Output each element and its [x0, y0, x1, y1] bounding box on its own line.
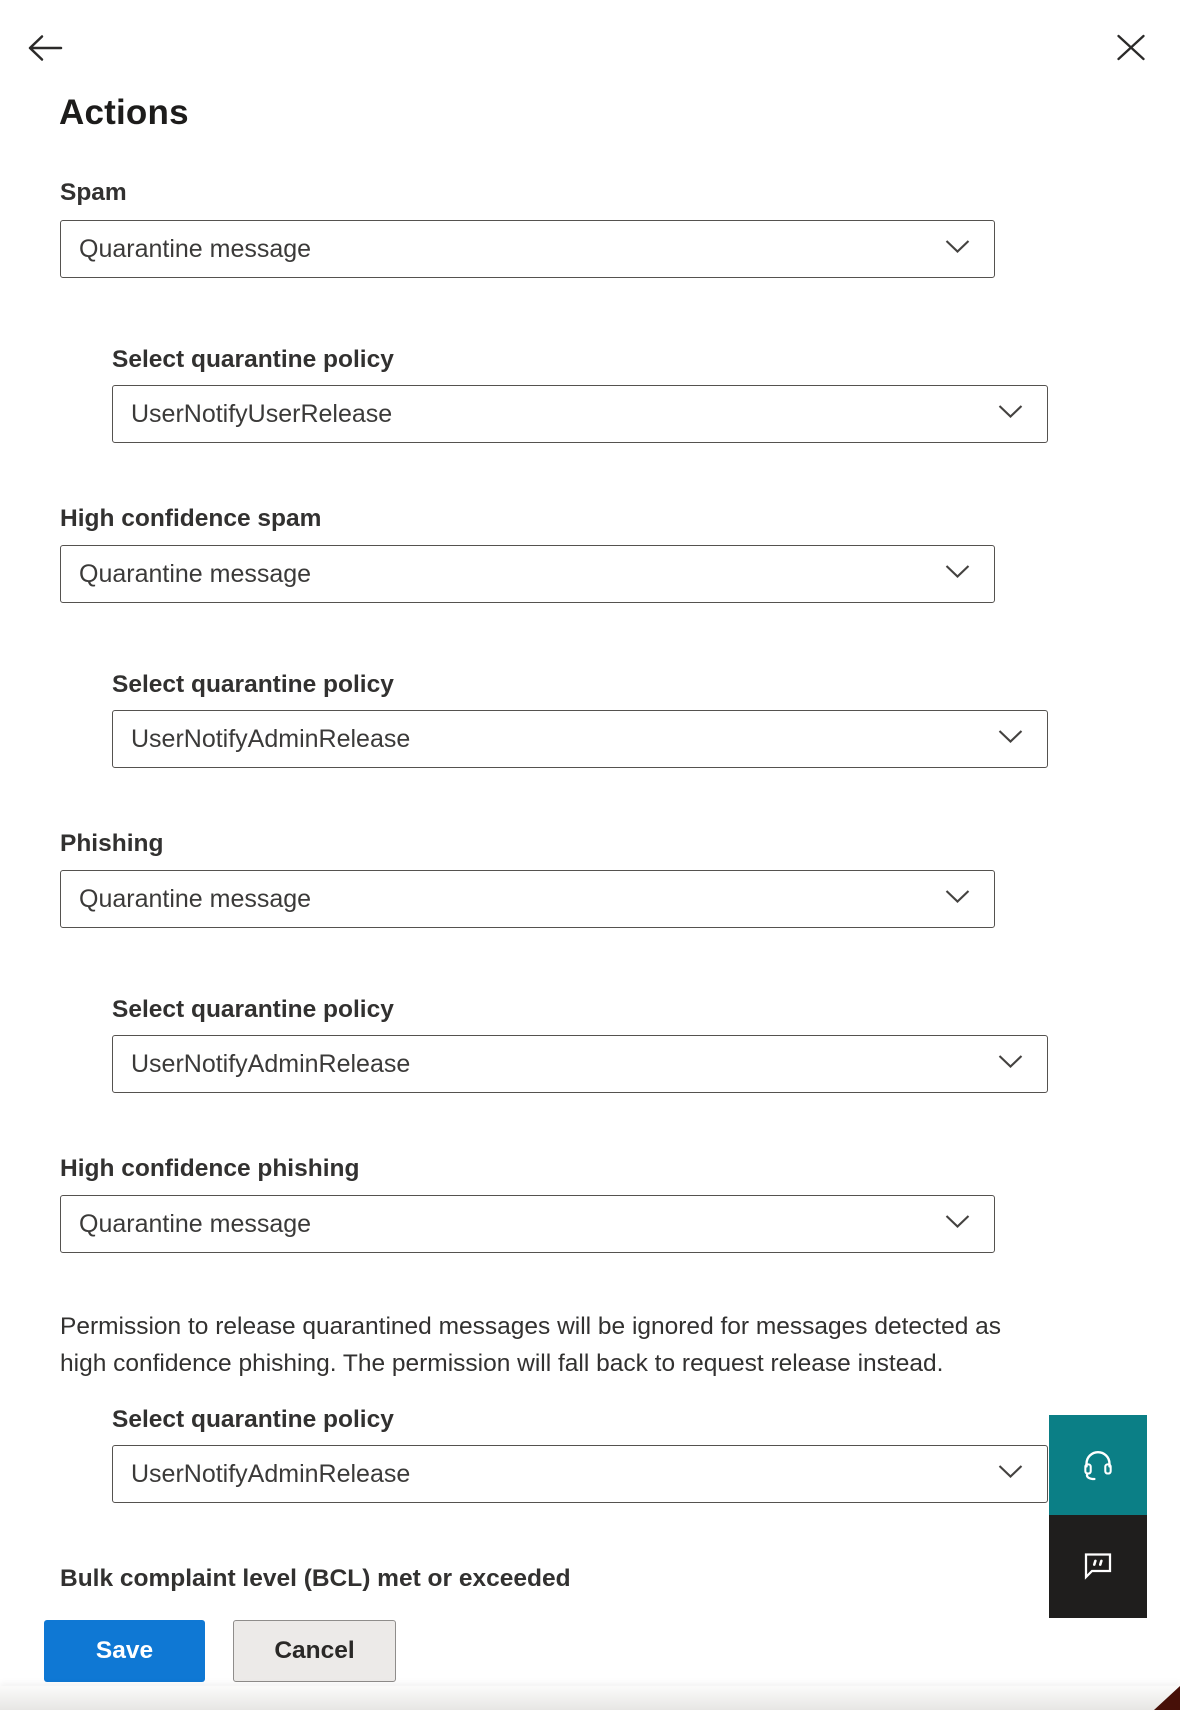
headset-icon: [1079, 1445, 1117, 1486]
spam-policy-value: UserNotifyUserRelease: [131, 399, 393, 428]
phishing-action-dropdown[interactable]: [60, 870, 995, 928]
high-confidence-phishing-policy-value: UserNotifyAdminRelease: [131, 1459, 411, 1488]
section-label-spam: Spam: [60, 179, 127, 206]
high-confidence-spam-policy-dropdown[interactable]: [112, 710, 1048, 768]
high-confidence-phishing-policy-dropdown[interactable]: [112, 1445, 1048, 1503]
back-button[interactable]: [27, 33, 63, 63]
close-button[interactable]: [1116, 34, 1146, 61]
phishing-action-value: Quarantine message: [79, 884, 312, 913]
section-label-high-confidence-spam: High confidence spam: [60, 505, 322, 532]
section-label-high-confidence-phishing: High confidence phishing: [60, 1155, 360, 1182]
spam-policy-dropdown[interactable]: [112, 385, 1048, 443]
phishing-policy-value: UserNotifyAdminRelease: [131, 1049, 411, 1078]
chat-icon: [1080, 1547, 1116, 1586]
note-line: high confidence phishing. The permission will fall back to request release instead.: [60, 1350, 944, 1377]
chevron-down-icon: [945, 1215, 970, 1233]
page-title: Actions: [59, 93, 189, 132]
high-confidence-phishing-action-dropdown[interactable]: [60, 1195, 995, 1253]
phishing-policy-label: Select quarantine policy: [112, 996, 394, 1023]
high-confidence-spam-action-dropdown[interactable]: [60, 545, 995, 603]
section-label-bulk-complaint-level: Bulk complaint level (BCL) met or exceeded: [60, 1565, 571, 1592]
chevron-down-icon: [945, 565, 970, 583]
chevron-down-icon: [945, 890, 970, 908]
chevron-down-icon: [998, 1465, 1023, 1483]
corner-artifact: [1154, 1686, 1180, 1710]
spam-action-value: Quarantine message: [79, 234, 312, 263]
note-line: Permission to release quarantined messages will be ignored for messages detected as: [60, 1313, 1002, 1340]
section-label-phishing: Phishing: [60, 830, 164, 857]
page-bottom-strip: [0, 1686, 1180, 1710]
chevron-down-icon: [998, 405, 1023, 423]
high-confidence-spam-policy-value: UserNotifyAdminRelease: [131, 724, 411, 753]
chevron-down-icon: [998, 730, 1023, 748]
spam-action-dropdown[interactable]: [60, 220, 995, 278]
chevron-down-icon: [945, 240, 970, 258]
high-confidence-phishing-action-value: Quarantine message: [79, 1209, 312, 1238]
back-arrow-icon: [27, 51, 63, 66]
high-confidence-spam-action-value: Quarantine message: [79, 559, 312, 588]
feedback-widget-button[interactable]: [1049, 1515, 1147, 1618]
phishing-policy-dropdown[interactable]: [112, 1035, 1048, 1093]
high-confidence-phishing-note: [60, 1308, 1001, 1382]
high-confidence-spam-policy-label: Select quarantine policy: [112, 671, 394, 698]
chevron-down-icon: [998, 1055, 1023, 1073]
spam-policy-label: Select quarantine policy: [112, 346, 394, 373]
cancel-button[interactable]: Cancel: [233, 1620, 396, 1682]
save-button[interactable]: Save: [44, 1620, 205, 1682]
high-confidence-phishing-policy-label: Select quarantine policy: [112, 1406, 394, 1433]
close-icon: [1116, 49, 1146, 64]
help-widget-button[interactable]: [1049, 1415, 1147, 1515]
